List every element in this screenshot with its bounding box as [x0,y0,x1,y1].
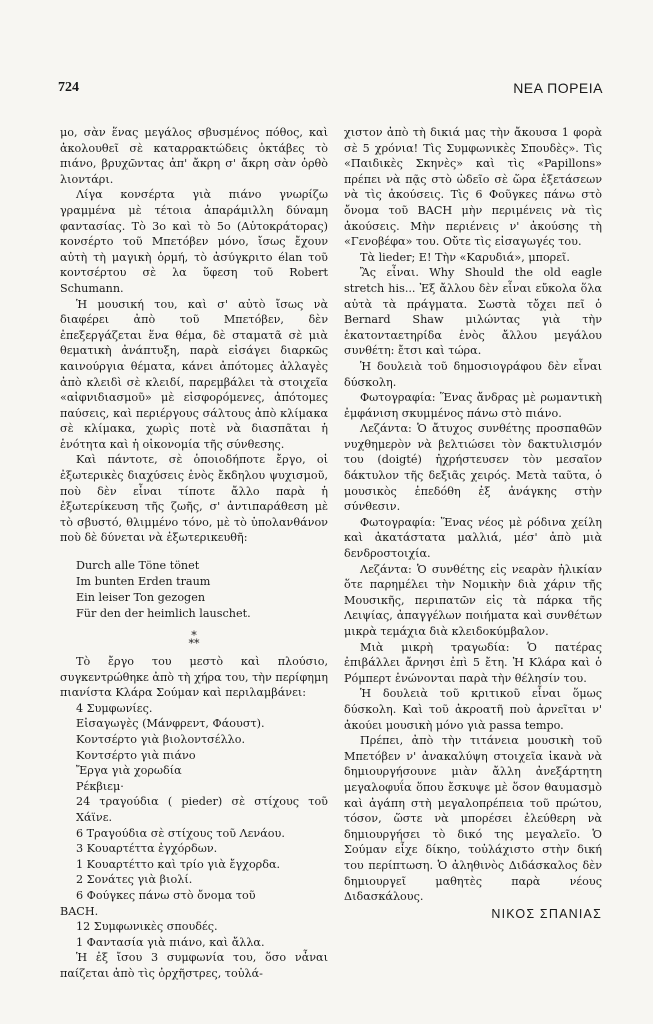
section-divider [60,629,328,651]
paragraph: Πρέπει, ἀπὸ τὴν τιτάνεια μουσικὴ τοῦ Μπετόβεν ν' ἀνακαλύψη στοιχεῖα ἱκανὰ νὰ δημιουργήσουνε μιὰν ἄλλη ἀνεξάρτητη μεγαλοφυΐα ὅπου ἔσκυψε μὲ ὅσον θαυμασμὸ καὶ ἀγάπη στὴ μεγαλοπρέπεια τοῦ πρώτου, τόσον, ὥστε νὰ μπορέσει ἐλεύθερη νὰ δημιουργήσει τὸ δικό της μεγαλεῖο. Ὁ Σούμαν εἶχε δίκηο, τοὐλάχιστο στὴν δική του περίπτωση. Ὁ ἀληθινὸς Διδάσκαλος δὲν δημιουργεῖ μαθητὲς παρὰ νέους Διδασκάλους. [344,734,602,904]
paragraph: Μιὰ μικρὴ τραγωδία: Ὁ πατέρας ἐπιβάλλει ἄρνησι ἐπὶ 5 ἔτη. Ἡ Κλάρα καὶ ὁ Ρόμπερτ ἑνώνονται παρὰ τὴν θέλησίν του. [344,640,602,685]
list-item: 12 Συμφωνικὲς σπουδές. [76,920,218,934]
paragraph: Φωτογραφία: Ἕνας νέος μὲ ρόδινα χείλη καὶ ἀκατάστατα μαλλιά, μέσ' ἀπὸ μιὰ δενδροστοιχία. [344,515,602,561]
paragraph: μο, σὰν ἕνας μεγάλος σβυσμένος πόθος, καὶ ἀκολουθεῖ σὲ καταρρακτώδεις ὀκτάβες τὸ πιάνο, βρυχῶντας ἀπ' ἄκρη σ' ἄκρη σὰν ὀρθὸ λιοντάρι. [60,126,328,186]
works-list [60,701,328,951]
running-title: ΝΕΑ ΠΟΡΕΙΑ [513,80,603,96]
page-number: 724 [58,80,79,95]
list-item: Εἰσαγωγὲς (Μάνφρεντ, Φάουστ). [76,717,265,731]
poem-line: Für den der heimlich lauschet. [76,607,251,621]
right-column [344,125,602,922]
author-signature: ΝΙΚΟΣ ΣΠΑΝΙΑΣ [491,906,602,921]
poem-quote [76,558,328,622]
poem-line: Im bunten Erden traum [76,575,211,589]
list-item: 2 Σονάτες γιὰ βιολί. [76,873,193,887]
paragraph: Ἡ ἐξ ἴσου 3 συμφωνία του, ὅσο νἆναι παίζεται ἀπὸ τὶς ὀρχῆστρες, τοὐλά- [60,951,328,980]
paragraph: Ἡ μουσική του, καὶ σ' αὐτὸ ἴσως νὰ διαφέρει ἀπὸ τοῦ Μπετόβεν, δὲν ἐπεξεργάζεται ἕνα θέμα, δὲ σταματᾶ σὲ μιὰ θεματικὴ ἀνάπτυξη, παρὰ εἰσάγει διαρκῶς καινούργια θέματα, κάνει ἀπότομες ἀλλαγὲς ἀπὸ κλειδὶ σὲ κλειδί, παρεμβάλει τὰ στοιχεῖα «αἰφνιδιασμοῦ» μὲ εἰσφορόμενες, ἀπότομες παύσεις, καὶ περιέργους σάλτους ἀπὸ κλίμακα σὲ κλίμακα, χωρὶς ποτὲ νὰ διασπᾶται ἡ ἑνότητα καὶ ἡ οἰκονομία τῆς σύνθεσης. [60,297,328,451]
list-item: 6 Τραγούδια σὲ στίχους τοῦ Λενάου. [76,826,285,840]
paragraph: χιστον ἀπὸ τὴ δικιά μας τὴν ἄκουσα 1 φορὰ σὲ 5 χρόνια! Τὶς Συμφωνικὲς Σπουδὲς». Τὶς «Παιδικὲς Σκηνὲς» καὶ τὶς «Papillons» πρέπει νὰ πᾷς στὸ ὠδεῖο σὲ ὥρα ἐξετάσεων νὰ τὶς ἀκούσεις. Τὶς 6 Φοῦγκες πάνω στὸ ὄνομα τοῦ BACH μὴν περιμένεις νὰ τὶς ἀκούσεις. Μὴν περιένεις ν' ἀκούσης τὴ «Γενοβέφα» του. Οὔτε τὶς εἰσαγωγές του. [344,126,602,249]
list-item: Ρέκβιεμ· [76,779,124,793]
list-item: BACH. [60,904,99,918]
paragraph: Καὶ πάντοτε, σὲ ὁποιοδήποτε ἔργο, οἱ ἐξωτερικὲς διαχύσεις ἑνὸς ἔκδηλου ψυχισμοῦ, ποὺ δὲν εἶναι τίποτε ἄλλο παρὰ ἡ ἐξωτερίκευση τῆς ζωῆς, σ' ἀντιπαράθεση μὲ τὸ σβυστό, θλιμμένο τόνο, μὲ τὸ ὑπολανθάνον ποὺ δὲ δύνεται νὰ ἐξωτερικευθῆ: [60,453,328,545]
list-item: Κοντσέρτο γιὰ πιάνο [76,748,196,762]
paragraph: Λίγα κονσέρτα γιὰ πιάνο γνωρίζω γραμμένα μὲ τέτοια ἀπαράμιλλη δύναμη φαντασίας. Τὸ 3ο καὶ τὸ 5ο (Αὐτοκράτορας) κονσέρτο τοῦ Μπετόβεν μόνο, ἴσως ἔχουν αὐτὴ τὴ μαγικὴ ὁρμή, τὸ ἀσύγκριτο élan τοῦ κοντσέρτου σὲ λα ὕφεση τοῦ Robert Schumann. [60,188,328,295]
poem-line: Durch alle Töne tönet [76,559,200,573]
asterism-star: * [191,629,197,643]
paragraph: Ἡ δουλειὰ τοῦ κριτικοῦ εἶναι ὅμως δύσκολη. Καὶ τοῦ ἀκροατῆ ποὺ ἀρνεῖται ν' ἀκούει μουσικὴ μόνο γιὰ passa tempo. [344,687,602,732]
page-header [58,80,603,102]
list-item: 3 Κουαρτέττα ἐγχόρδων. [76,842,218,856]
paragraph: Λεζάντα: Ὁ συνθέτης εἰς νεαρὰν ἡλικίαν ὅτε παρημέλει τὴν Νομικὴν διὰ χάριν τῆς Μουσικῆς, περιπατῶν εἰς τὰ πάρκα τῆς Λειψίας, ἀπαγγέλων ποιήματα καὶ συνθέτων μικρὰ τεμάχια διὰ κλειδοκύμβαλον. [344,562,602,638]
paragraph: Τὸ ἔργο του μεστὸ καὶ πλούσιο, συγκεντρώθηκε ἀπὸ τὴ χήρα του, τὴν περίφημη πιανίστα Κλάρα Σούμαν καὶ περιλαμβάνει: [60,655,328,700]
list-item: 1 Κουαρτέττο καὶ τρίο γιὰ ἔγχορδα. [76,857,281,871]
asterism-star: * [188,637,194,651]
left-column [60,125,328,982]
list-item: 6 Φούγκες πάνω στὸ ὄνομα τοῦ [76,888,256,902]
list-item: 1 Φαντασία γιὰ πιάνο, καὶ ἄλλα. [76,935,265,949]
paragraph: Τὰ lieder; Ε! Τὴν «Καρυδιά», μπορεῖ. [360,250,570,264]
list-item: Ἔργα γιὰ χορωδία [76,764,182,778]
poem-line: Ein leiser Ton gezogen [76,591,206,605]
paragraph: Ἂς εἶναι. Why Should the old eagle stretch his... Ἐξ ἄλλου δὲν εἶναι εὔκολα ὅλα αὐτὰ τὰ πράγματα. Σωστὰ τὄχει πεῖ ὁ Bernard Shaw μιλώντας γιὰ τὴν ἑκατονταετηρίδα ἑνὸς ἄλλου μεγάλου συνθέτη: ἔτσι καὶ τώρα. [344,266,602,358]
paragraph: Φωτογραφία: Ἕνας ἄνδρας μὲ ρωμαντικὴ ἐμφάνιση σκυμμένος πάνω στὸ πιάνο. [344,391,602,420]
list-item: Κοντσέρτο γιὰ βιολοντσέλλο. [76,733,246,746]
list-item: 4 Συμφωνίες. [76,701,153,715]
paragraph: Λεζάντα: Ὁ ἄτυχος συνθέτης προσπαθῶν νυχθημερὸν νὰ βελτιώσει τὸν δακτυλισμόν του (doigté) ἠχρήστευσεν τὸν μεσαῖον δάκτυλον τῆς δεξιᾶς χειρός. Μετὰ ταῦτα, ὁ μουσικὸς ἐπεδόθη ἐξ ἀνάγκης στὴν σύνθεσιν. [344,422,602,514]
paragraph: Ἡ δουλειὰ τοῦ δημοσιογράφου δὲν εἶναι δύσκολη. [344,359,602,389]
list-item: 24 τραγούδια ( pieder) σὲ στίχους τοῦ Χάϊνε. [76,795,328,824]
asterism-star: * [194,637,200,651]
